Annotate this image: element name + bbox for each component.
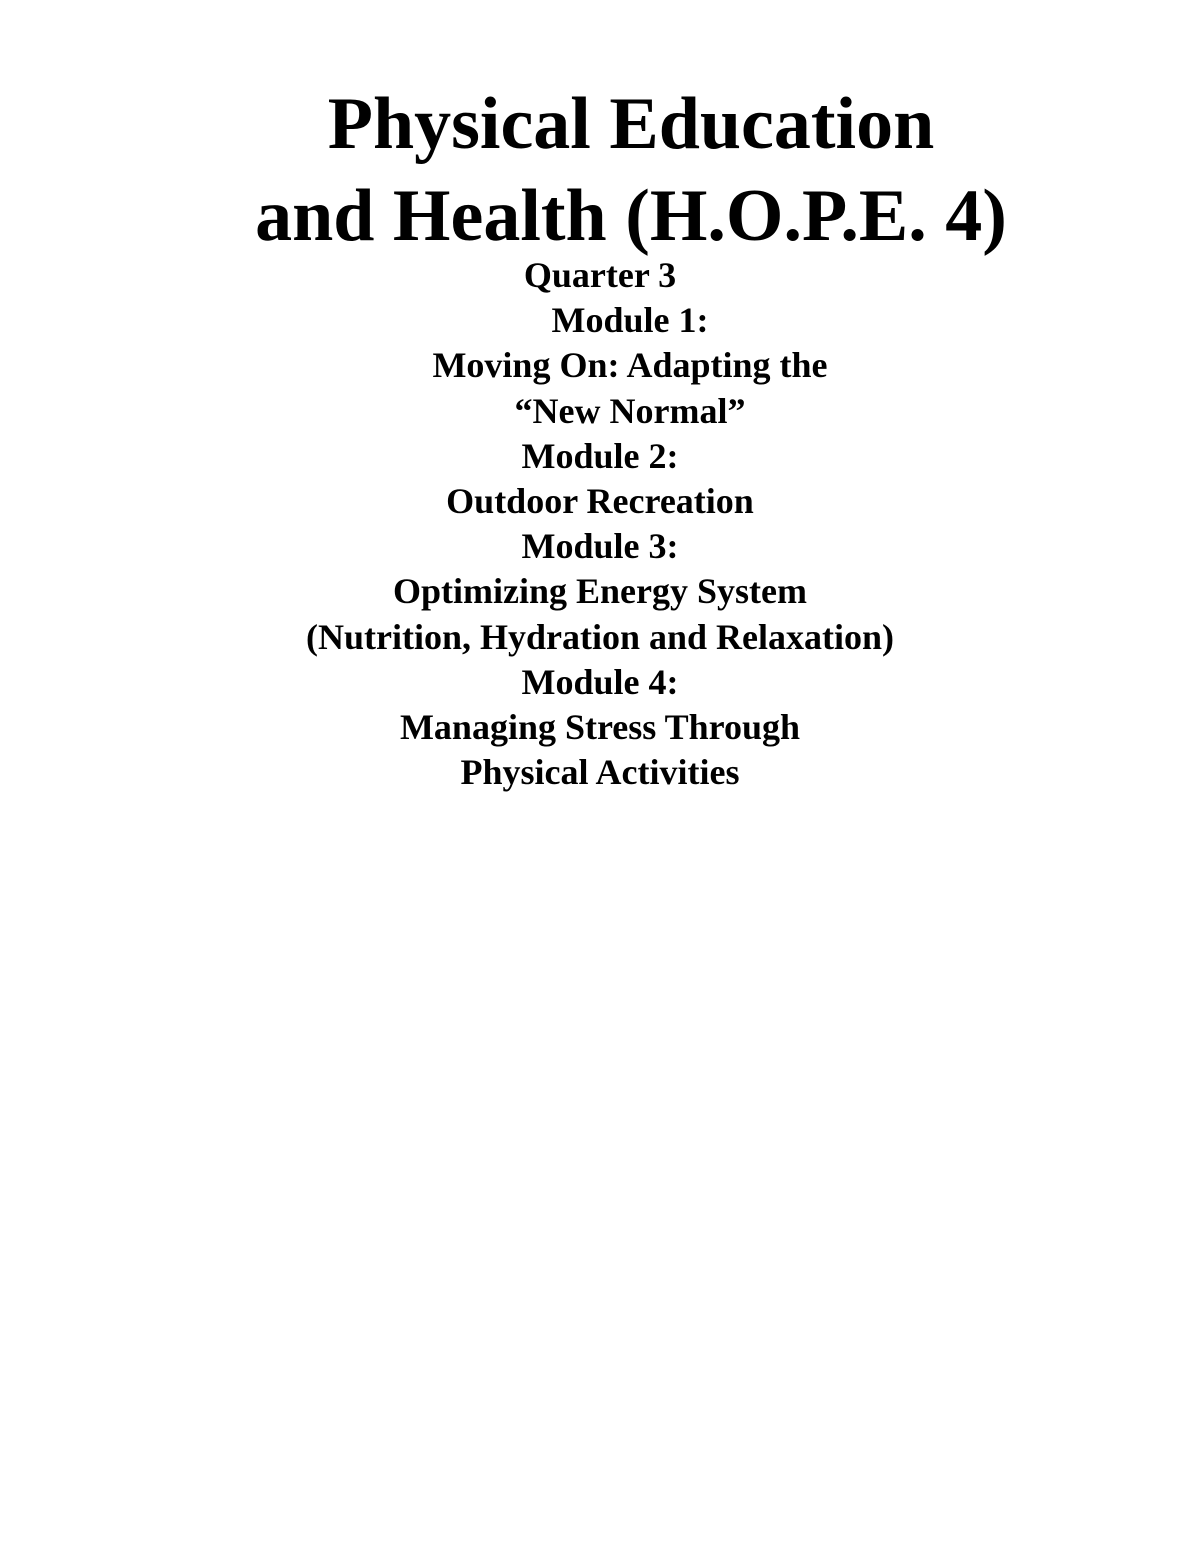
module-4	[0, 660, 1200, 796]
module-2-title-line-1: Outdoor Recreation	[446, 481, 754, 522]
module-1-title-line-2: “New Normal”	[514, 390, 746, 431]
module-1-heading: Module 1:	[551, 300, 709, 341]
document-title	[0, 78, 1200, 262]
module-3	[0, 524, 1200, 660]
module-4-title-line-2: Physical Activities	[460, 752, 740, 793]
module-3-title-line-2: (Nutrition, Hydration and Relaxation)	[305, 616, 895, 657]
module-list	[0, 253, 1200, 795]
title-line-1: Physical Education	[327, 83, 935, 165]
module-4-heading: Module 4:	[521, 661, 679, 702]
quarter-label: Quarter 3	[523, 255, 677, 295]
module-1-title-line-1: Moving On: Adapting the	[432, 345, 828, 386]
module-3-title-line-1: Optimizing Energy System	[393, 571, 807, 612]
module-1	[0, 298, 1200, 434]
title-line-2: and Health (H.O.P.E. 4)	[255, 175, 1007, 257]
module-4-title-line-1: Managing Stress Through	[399, 707, 801, 748]
module-2-heading: Module 2:	[521, 435, 679, 476]
module-3-heading: Module 3:	[521, 526, 679, 567]
module-2	[0, 434, 1200, 524]
